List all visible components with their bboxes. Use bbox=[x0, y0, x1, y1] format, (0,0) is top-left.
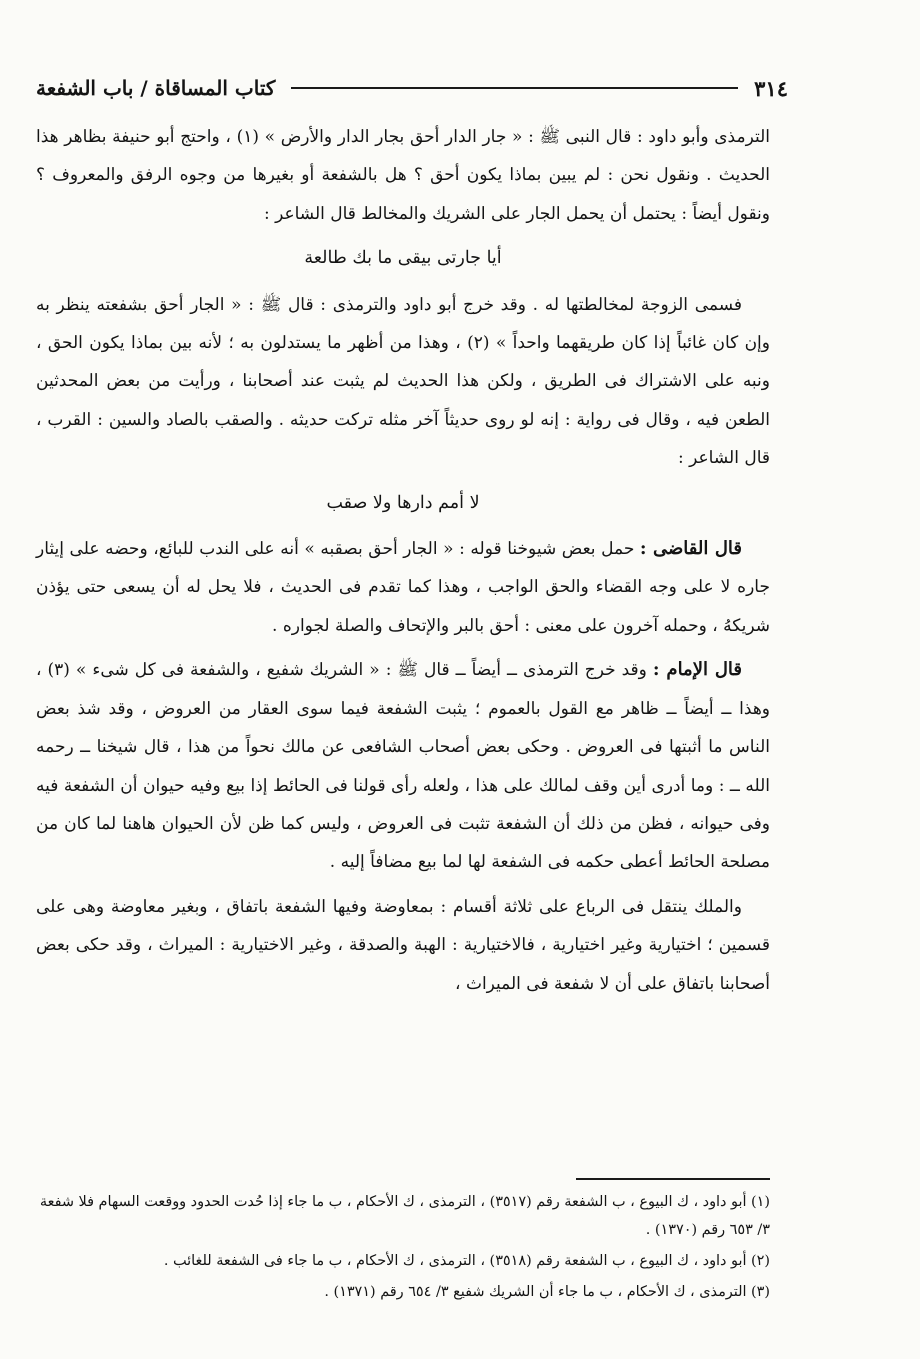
paragraph-4 bbox=[36, 651, 770, 881]
footnote-1: (١) أبو داود ، ك البيوع ، ب الشفعة رقم (٣٥١٧) ، الترمذى ، ك الأحكام ، ب ما جاء إذا حُدت الحدود ووقعت السهام فلا شفعة ٣/ ٦٥٣ رقم (١٣٧٠) . bbox=[39, 1194, 770, 1238]
paragraph-3-lead: قال القاضى : bbox=[639, 538, 742, 560]
paragraph-2: فسمى الزوجة لمخالطتها له . وقد خرج أبو داود والترمذى : قال ﷺ : « الجار أحق بشفعته ينظر به وإن كان غائباً إذا كان طريقهما واحداً » (٢) ، وهذا من أظهر ما يستدلون به ؛ لأنه بين بماذا يكون الحق ، ونبه على الاشتراك فى الطريق ، ولكن هذا الحديث لم يثبت عند أصحابنا ، ورأيت من بعض المحدثين الطعن فيه ، وقال فى رواية : إنه لو روى حديثاً آخر مثله تركت حديثه . والصقب بالصاد والسين : القرب ، قال الشاعر : bbox=[36, 294, 770, 469]
footnotes bbox=[36, 1188, 770, 1309]
paragraph-3-text: حمل بعض شيوخنا قوله : « الجار أحق بصقبه » أنه على الندب للبائع، وحضه على إيثار جاره لا على وجه القضاء والحق الواجب ، وهذا كما تقدم فى الحديث ، فلا يحل له أن يسعى حتى يؤذن شريكهُ ، وحمله آخرون على معنى : أحق بالبر والإتحاف والصلة لجواره . bbox=[36, 539, 770, 636]
header-rule bbox=[291, 87, 738, 89]
paragraph-4-text: وقد خرج الترمذى ــ أيضاً ــ قال ﷺ : « الشريك شفيع ، والشفعة فى كل شىء » (٣) ، وهذا ــ أيضاً ــ ظاهر مع القول بالعموم ؛ يثبت الشفعة فيما سوى العقار من العروض ، وقد شذ بعض الناس ما أثبتها فى العروض . وحكى بعض أصحاب الشافعى عن مالك نحواً من هذا ، قال شيخنا ــ رحمه الله ــ : وما أدرى أين وقف لمالك على هذا ، ولعله رأى قولنا فى الحائط إذا بيع وفيه حيوان أن الشفعة فيه وفى حيوانه ، فظن من ذلك أن الشفعة تثبت فى العروض ، وليس كما ظن لأن الحيوان هاهنا لما كان من مصلحة الحائط أعطى حكمه فى الشفعة لها لما بيع مضافاً إليه . bbox=[36, 660, 770, 873]
main-text bbox=[36, 118, 770, 1009]
page-number: ٣١٤ bbox=[754, 75, 788, 101]
paragraph-5: والملك ينتقل فى الرباع على ثلاثة أقسام : بمعاوضة وفيها الشفعة باتفاق ، وبغير معاوضة وهى على قسمين ؛ اختيارية وغير اختيارية ، فالاختيارية : الهبة والصدقة ، وغير الاختيارية : الميراث ، وقد حكى بعض أصحابنا باتفاق على أن لا شفعة فى الميراث ، bbox=[36, 896, 770, 994]
paragraph-4-lead: قال الإمام : bbox=[652, 659, 743, 681]
verse-2: لا أمم دارها ولا صقب bbox=[326, 492, 480, 513]
verse-1: أيا جارتى بيقى ما بك طالعة bbox=[304, 248, 502, 269]
footnote-rule bbox=[576, 1178, 770, 1180]
running-title: كتاب المساقاة / باب الشفعة bbox=[36, 76, 276, 100]
paragraph-1: الترمذى وأبو داود : قال النبى ﷺ : « جار الدار أحق بجار الدار والأرض » (١) ، واحتج أبو حنيفة بظاهر هذا الحديث . ونقول نحن : لم يبين بماذا يكون أحق ؟ هل بالشفعة أو بغيرها من وجوه الرفق والمعروف ؟ ونقول أيضاً : يحتمل أن يحمل الجار على الشريك والمخالط قال الشاعر : bbox=[36, 127, 771, 224]
footnote-3: (٣) الترمذى ، ك الأحكام ، ب ما جاء أن الشريك شفيع ٣/ ٦٥٤ رقم (١٣٧١) . bbox=[324, 1284, 770, 1300]
footnote-2: (٢) أبو داود ، ك البيوع ، ب الشفعة رقم (٣٥١٨) ، الترمذى ، ك الأحكام ، ب ما جاء فى الشفعة للغائب . bbox=[163, 1253, 770, 1269]
paragraph-3 bbox=[36, 530, 770, 645]
page-header bbox=[36, 70, 788, 106]
